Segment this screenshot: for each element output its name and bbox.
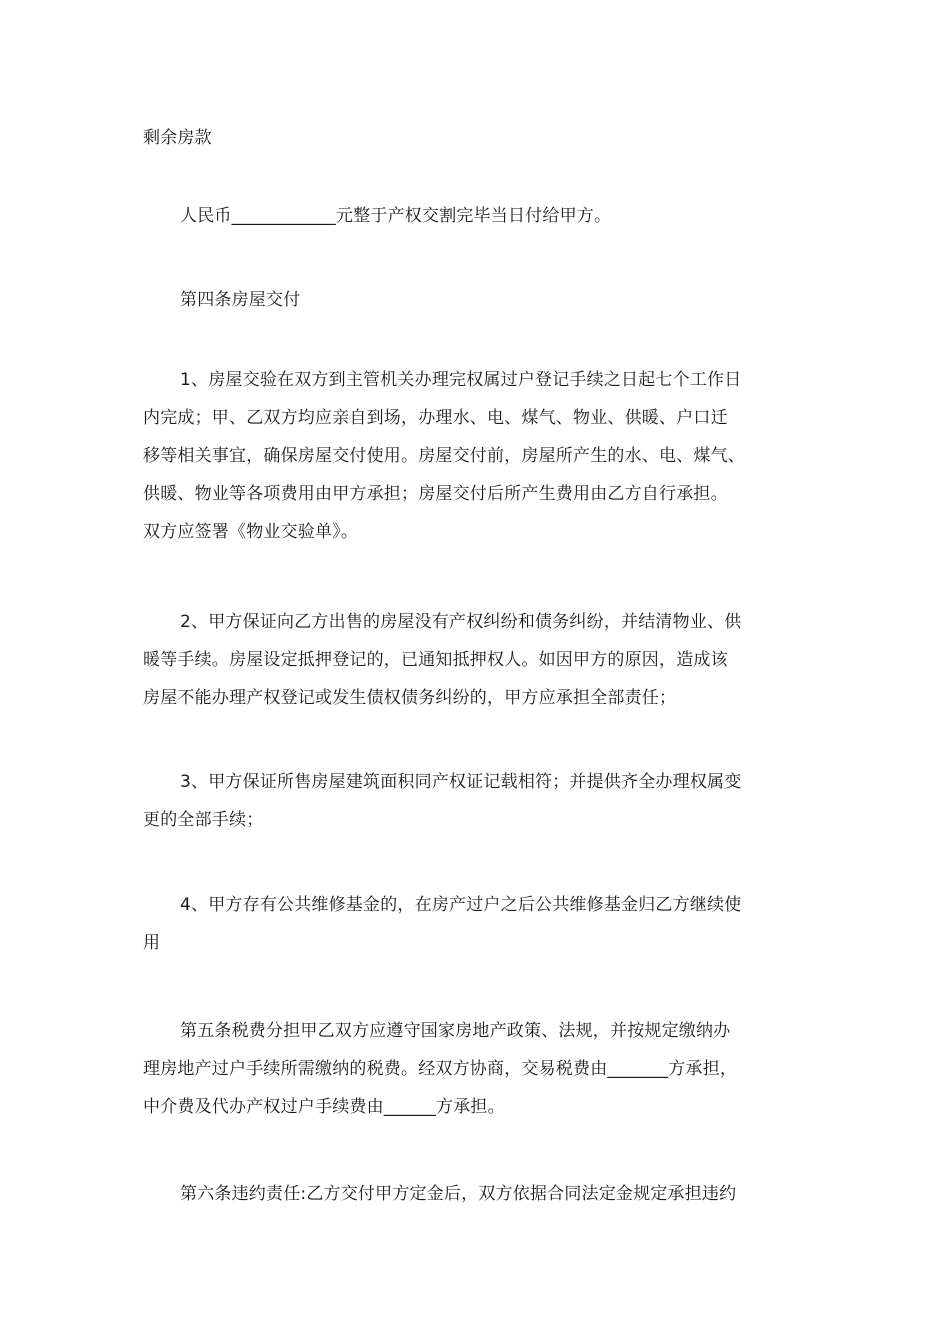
text-line: 第四条房屋交付 [180, 290, 301, 310]
text-line: 供暖、物业等各项费用由甲方承担；房屋交付后所产生费用由乙方自行承担。 [143, 484, 728, 504]
text-line: 第六条违约责任:乙方交付甲方定金后，双方依据合同法定金规定承担违约 [180, 1184, 737, 1204]
text-line: 房屋不能办理产权登记或发生债权债务纠纷的，甲方应承担全部责任； [143, 688, 677, 708]
paragraph-clause-4 [143, 886, 813, 962]
text-line: 剩余房款 [143, 128, 212, 148]
text-line: 更的全部手续； [143, 810, 264, 830]
text-line: 第五条税费分担甲乙双方应遵守国家房地产政策、法规，并按规定缴纳办 [180, 1021, 731, 1041]
paragraph-clause-3 [143, 763, 813, 839]
paragraph-clause-1 [143, 361, 813, 551]
text-line: 人民币____________元整于产权交割完毕当日付给甲方。 [180, 206, 612, 226]
text-line: 3、甲方保证所售房屋建筑面积同产权证记载相符；并提供齐全办理权属变 [180, 772, 742, 792]
text-line: 1、房屋交验在双方到主管机关办理完权属过户登记手续之日起七个工作日 [180, 370, 742, 390]
heading-article-4 [143, 281, 813, 319]
text-line: 内完成；甲、乙双方均应亲自到场，办理水、电、煤气、物业、供暖、户口迁 [143, 408, 728, 428]
text-line: 双方应签署《物业交验单》。 [143, 522, 359, 542]
paragraph-article-5 [143, 1012, 813, 1126]
paragraph-clause-2 [143, 603, 813, 717]
paragraph-rmb-amount [143, 197, 813, 235]
paragraph-article-6 [143, 1175, 813, 1213]
text-line: 2、甲方保证向乙方出售的房屋没有产权纠纷和债务纠纷，并结清物业、供 [180, 612, 742, 632]
text-line: 暖等手续。房屋设定抵押登记的，已通知抵押权人。如因甲方的原因，造成该 [143, 650, 728, 670]
text-line: 理房地产过户手续所需缴纳的税费。经双方协商，交易税费由_______方承担， [143, 1059, 738, 1079]
text-line: 4、甲方存有公共维修基金的，在房产过户之后公共维修基金归乙方继续使 [180, 895, 742, 915]
text-line: 用 [143, 933, 161, 953]
text-line: 移等相关事宜，确保房屋交付使用。房屋交付前，房屋所产生的水、电、煤气、 [143, 446, 745, 466]
paragraph-remaining-payment [143, 119, 813, 157]
text-line: 中介费及代办产权过户手续费由______方承担。 [143, 1097, 505, 1117]
